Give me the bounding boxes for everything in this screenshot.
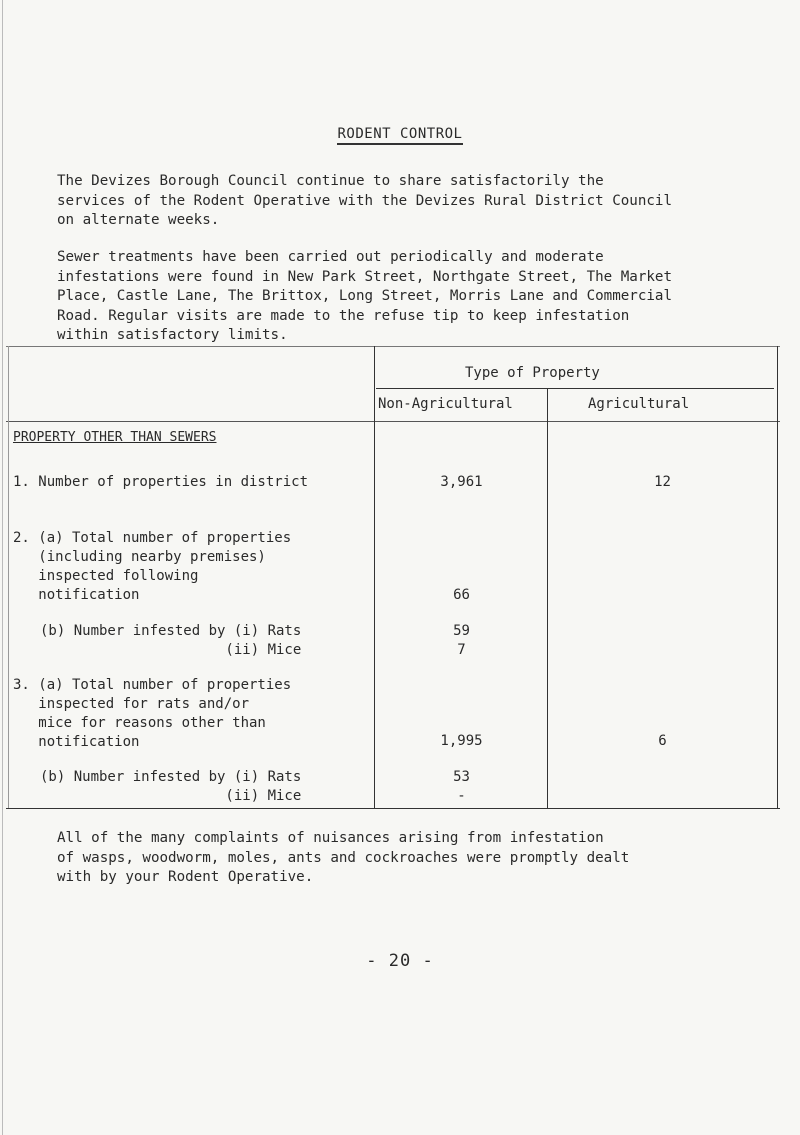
header-bottom-border [6,421,780,422]
row-3b-label-text: (b) Number infested by (i) Rats (ii) Mice [40,769,302,804]
paragraph-sewer-treatments: Sewer treatments have been carried out periodically and moderate infestations were found in New Park Street, Northgate Street, The Market Place, Castle Lane, The Brittox, Long Street, Morris Lane and Commercial Road. Regular visits are made to the refuse tip to keep infestation within satisfactory limits. [57,249,672,343]
row-2a-label: 2. (a) Total number of properties (including nearby premises) inspected following notification [13,530,292,603]
table-top-border [6,346,780,347]
row-3a-agricultural: 6 [658,733,667,749]
type-column-divider [547,388,548,808]
row-2b-label: (b) Number infested by (i) Rats (ii) Mice [40,623,302,658]
agricultural-header: Agricultural [588,396,690,412]
row-3b-rats: 53 [453,769,470,785]
row-2b-mice: 7 [457,642,466,658]
row-3b-mice: - [457,788,466,804]
row-3a-label: 3. (a) Total number of properties inspected for rats and/or mice for reasons other than notification [13,677,292,750]
row-1-label: 1. Number of properties in district [13,474,309,490]
type-of-property-header: Type of Property [465,365,600,381]
row-2a-non-agricultural: 66 [453,587,470,603]
non-agricultural-header: Non-Agricultural [378,396,513,412]
row-2b-rats: 59 [453,623,470,639]
table-bottom-border [6,808,780,809]
row-3a-non-agricultural: 1,995 [440,733,483,749]
page-number: - 20 - [366,951,434,971]
section-label: PROPERTY OTHER THAN SEWERS [13,430,217,445]
paragraph-intro: The Devizes Borough Council continue to share satisfactorily the services of the Rodent Operative with the Devizes Rural District Council on alternate weeks. [57,173,672,228]
paragraph-complaints: All of the many complaints of nuisances arising from infestation of wasps, woodworm, moles, ants and cockroaches were promptly dealt with by your Rodent Operative. [57,830,630,885]
header-divider [376,388,774,389]
row-1-agricultural: 12 [654,474,671,490]
table-right-border [777,346,778,808]
title-text: RODENT CONTROL [337,126,462,145]
page-title [0,126,800,142]
row-1-non-agricultural: 3,961 [440,474,483,490]
label-column-divider [374,346,375,808]
table-left-border [8,346,9,808]
